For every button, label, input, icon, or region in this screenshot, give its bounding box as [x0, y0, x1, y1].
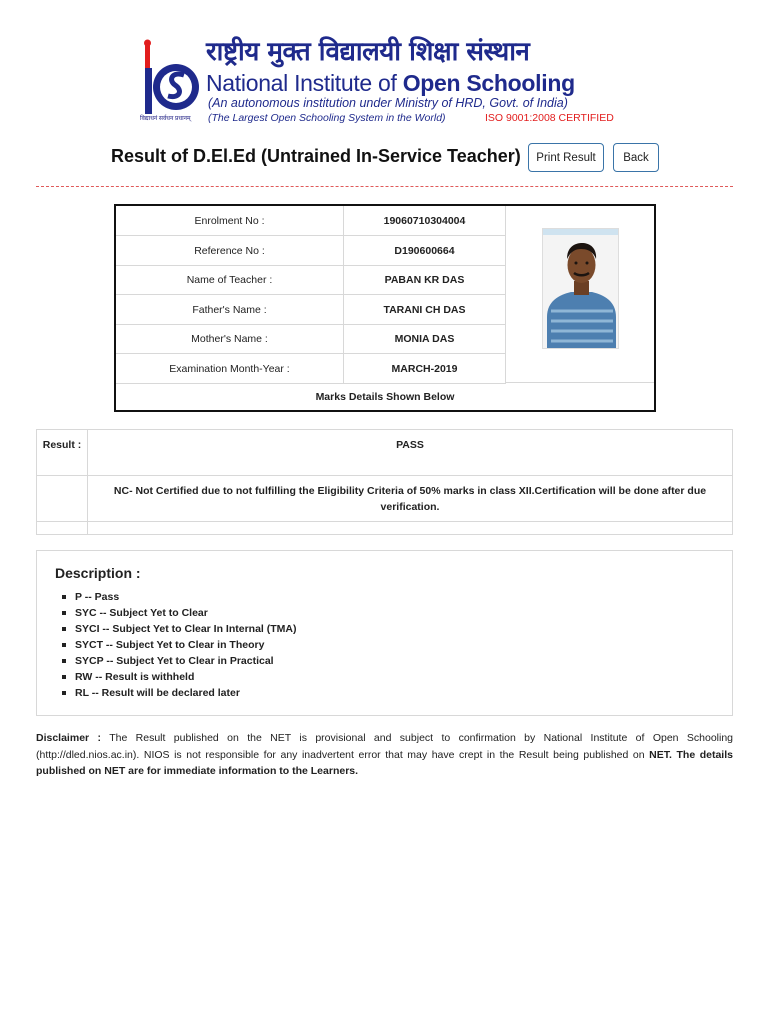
info-row-mother-name: [116, 324, 506, 354]
bullet-icon: [62, 627, 66, 631]
description-panel: [36, 550, 733, 716]
logo-caption: विद्याधनं सर्वधन प्रधानम्: [140, 116, 191, 122]
list-item: [62, 621, 297, 637]
info-row-reference: [116, 236, 506, 266]
teacher-photo: [542, 228, 619, 349]
enrolment-label: Enrolment No :: [116, 206, 344, 235]
list-item: [62, 605, 297, 621]
bullet-icon: [62, 611, 66, 615]
disclaimer-label: Disclaimer :: [36, 732, 101, 744]
reference-value: D190600664: [344, 236, 506, 265]
institute-tagline-secondary: (The Largest Open Schooling System in the World): [208, 112, 446, 124]
info-row-exam-month: [116, 354, 506, 384]
result-note: NC- Not Certified due to not fulfilling the Eligibility Criteria of 50% marks in class XII.Certification will be done after due verification.: [113, 485, 707, 513]
father-name-value: TARANI CH DAS: [344, 295, 506, 324]
nios-header: [140, 34, 640, 130]
list-item: [62, 589, 297, 605]
print-result-button[interactable]: Print Result: [528, 143, 604, 172]
bullet-icon: [62, 643, 66, 647]
teacher-name-value: PABAN KR DAS: [344, 265, 506, 294]
section-divider: [36, 186, 733, 187]
result-row: [37, 430, 732, 476]
list-item: [62, 653, 297, 669]
institute-name-part2: Open Schooling: [402, 70, 575, 96]
institute-name-part1: National Institute of: [206, 70, 403, 96]
bullet-icon: [62, 675, 66, 679]
iso-certification: ISO 9001:2008 CERTIFIED: [485, 112, 614, 124]
result-label: Result :: [37, 430, 88, 475]
institute-english-name: [206, 70, 575, 97]
empty-cell: [88, 522, 732, 534]
institute-tagline: (An autonomous institution under Ministry of HRD, Govt. of India): [208, 96, 568, 110]
institute-hindi-name: राष्ट्रीय मुक्त विद्यालयी शिक्षा संस्थान: [206, 37, 530, 67]
mother-name-value: MONIA DAS: [344, 324, 506, 353]
list-item: [62, 685, 297, 701]
result-value: PASS: [396, 439, 424, 451]
info-row-teacher-name: [116, 265, 506, 295]
disclaimer: [36, 730, 733, 780]
exam-month-label: Examination Month-Year :: [116, 354, 344, 383]
bullet-icon: [62, 659, 66, 663]
back-button[interactable]: Back: [613, 143, 659, 172]
teacher-name-label: Name of Teacher :: [116, 265, 344, 294]
reference-label: Reference No :: [116, 236, 344, 265]
description-item: SYCI -- Subject Yet to Clear In Internal (TMA): [75, 623, 297, 635]
nios-logo-icon: [142, 38, 200, 122]
marks-details-note: Marks Details Shown Below: [315, 390, 455, 403]
info-row-enrolment: [116, 206, 506, 236]
description-item: SYCT -- Subject Yet to Clear in Theory: [75, 639, 265, 651]
mother-name-label: Mother's Name :: [116, 324, 344, 353]
description-item: SYC -- Subject Yet to Clear: [75, 607, 208, 619]
teacher-info-table: [114, 204, 656, 412]
info-row-father-name: [116, 295, 506, 325]
list-item: [62, 637, 297, 653]
enrolment-value: 19060710304004: [344, 206, 506, 235]
description-item: RW -- Result is withheld: [75, 671, 195, 683]
description-list: [62, 589, 297, 701]
bullet-icon: [62, 595, 66, 599]
exam-month-value: MARCH-2019: [344, 354, 506, 383]
bullet-icon: [62, 691, 66, 695]
disclaimer-text: The Result published on the NET is provisional and subject to confirmation by National Institute of Open Schooling (http://dled.nios.ac.in). NIOS is not responsible for any inadvertent error that may have crept in the Result being published on: [36, 732, 734, 761]
description-item: RL -- Result will be declared later: [75, 687, 240, 699]
person-photo-icon: [543, 229, 619, 349]
disclaimer-bold-text: NET. The details published on NET are for immediate information to the Learners.: [36, 748, 733, 777]
result-note-spacer: [37, 476, 88, 521]
result-table: [36, 429, 733, 535]
description-item: P -- Pass: [75, 591, 120, 603]
empty-cell: [37, 522, 88, 534]
description-title: Description :: [55, 565, 141, 581]
list-item: [62, 669, 297, 685]
page-title: Result of D.El.Ed (Untrained In-Service Teacher): [111, 146, 521, 166]
photo-cell: [506, 206, 654, 383]
father-name-label: Father's Name :: [116, 295, 344, 324]
description-item: SYCP -- Subject Yet to Clear in Practical: [75, 655, 274, 667]
result-empty-row: [37, 522, 732, 534]
result-note-row: [37, 476, 732, 522]
